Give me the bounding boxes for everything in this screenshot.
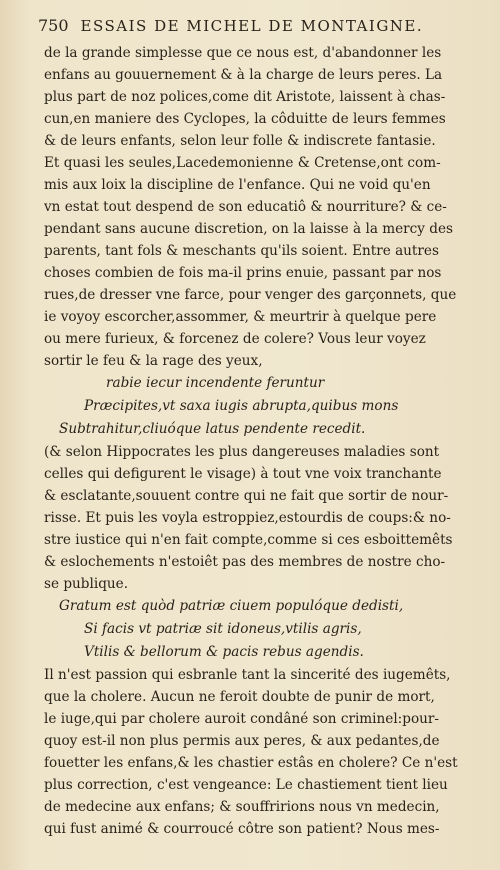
text-line: & eslochements n'estoiêt pas des membres de nostre cho-	[44, 554, 446, 570]
text-line: que la cholere. Aucun ne feroit doubte de punir de mort,	[44, 689, 435, 705]
text-line: ie voyoy escorcher,assommer, & meurtrir à quelque pere	[44, 309, 437, 325]
text-line: parents, tant fols & meschants qu'ils soient. Entre autres	[44, 243, 439, 259]
text-line: fouetter les enfans,& les chastier estâs en cholere? Ce n'est	[44, 755, 458, 771]
text-line: (& selon Hippocrates les plus dangereuses maladies sont	[44, 444, 440, 460]
text-line: choses combien de fois ma-il prins enuie, passant par nos	[44, 265, 442, 281]
text-line: qui fust animé & courroucé côtre son patient? Nous mes-	[44, 821, 440, 837]
text-line: plus part de noz polices,come dit Aristote, laissent à chas-	[44, 89, 446, 105]
verse-line: Vtilis & bellorum & pacis rebus agendis.	[84, 644, 364, 660]
text-line: plus correction, c'est vengeance: Le chastiement tient lieu	[44, 777, 448, 793]
verse-line: Præcipites,vt saxa iugis abrupta,quibus mons	[84, 398, 399, 414]
text-line: ou mere furieux, & forcenez de colere? Vous leur voyez	[44, 331, 426, 347]
text-line: Il n'est passion qui esbranle tant la sincerité des iugemêts,	[44, 667, 451, 683]
text-line: de medecine aux enfans; & souffririons nous vn medecin,	[44, 799, 440, 815]
text-line: & de leurs enfants, selon leur folle & indiscrete fantasie.	[44, 133, 436, 149]
text-line: se publique.	[44, 576, 129, 592]
verse-line: rabie iecur incendente feruntur	[106, 375, 325, 391]
verse-line: Si facis vt patriæ sit idoneus,vtilis agris,	[84, 621, 362, 637]
text-line: le iuge,qui par cholere auroit condâné son criminel:pour-	[44, 711, 439, 727]
text-line: pendant sans aucune discretion, on la laisse à la mercy des	[44, 221, 454, 237]
verse-line: Subtrahitur,cliuóque latus pendente recedit.	[59, 421, 366, 437]
page-header	[38, 16, 478, 42]
verse-line: Gratum est quòd patriæ ciuem populóque dedisti,	[59, 598, 404, 614]
text-line: enfans au gouuernement & à la charge de leurs peres. La	[44, 67, 443, 83]
body-text	[44, 42, 482, 840]
text-line: mis aux loix la discipline de l'enfance. Qui ne void qu'en	[44, 177, 431, 193]
text-line: Et quasi les seules,Lacedemonienne & Cretense,ont com-	[44, 155, 441, 171]
text-line: & esclatante,souuent contre qui ne fait que sortir de nour-	[44, 488, 449, 504]
running-title: ESSAIS DE MICHEL DE MONTAIGNE.	[80, 17, 424, 35]
text-line: celles qui defigurent le visage) à tout vne voix tranchante	[44, 466, 442, 482]
text-line: vn estat tout despend de son educatiô & nourriture? & ce-	[44, 199, 447, 215]
page-number: 750	[38, 16, 69, 35]
text-line: sortir le feu & la rage des yeux,	[44, 353, 263, 369]
text-line: de la grande simplesse que ce nous est, d'abandonner les	[44, 45, 442, 61]
text-line: risse. Et puis les voyla estroppiez,estourdis de coups:& no-	[44, 510, 451, 526]
text-line: stre iustice qui n'en fait compte,comme si ces esboittemêts	[44, 532, 453, 548]
text-line: rues,de dresser vne farce, pour venger des garçonnets, que	[44, 287, 457, 303]
text-line: cun,en maniere des Cyclopes, la côduitte de leurs femmes	[44, 111, 446, 127]
text-line: quoy est-il non plus permis aux peres, & aux pedantes,de	[44, 733, 440, 749]
